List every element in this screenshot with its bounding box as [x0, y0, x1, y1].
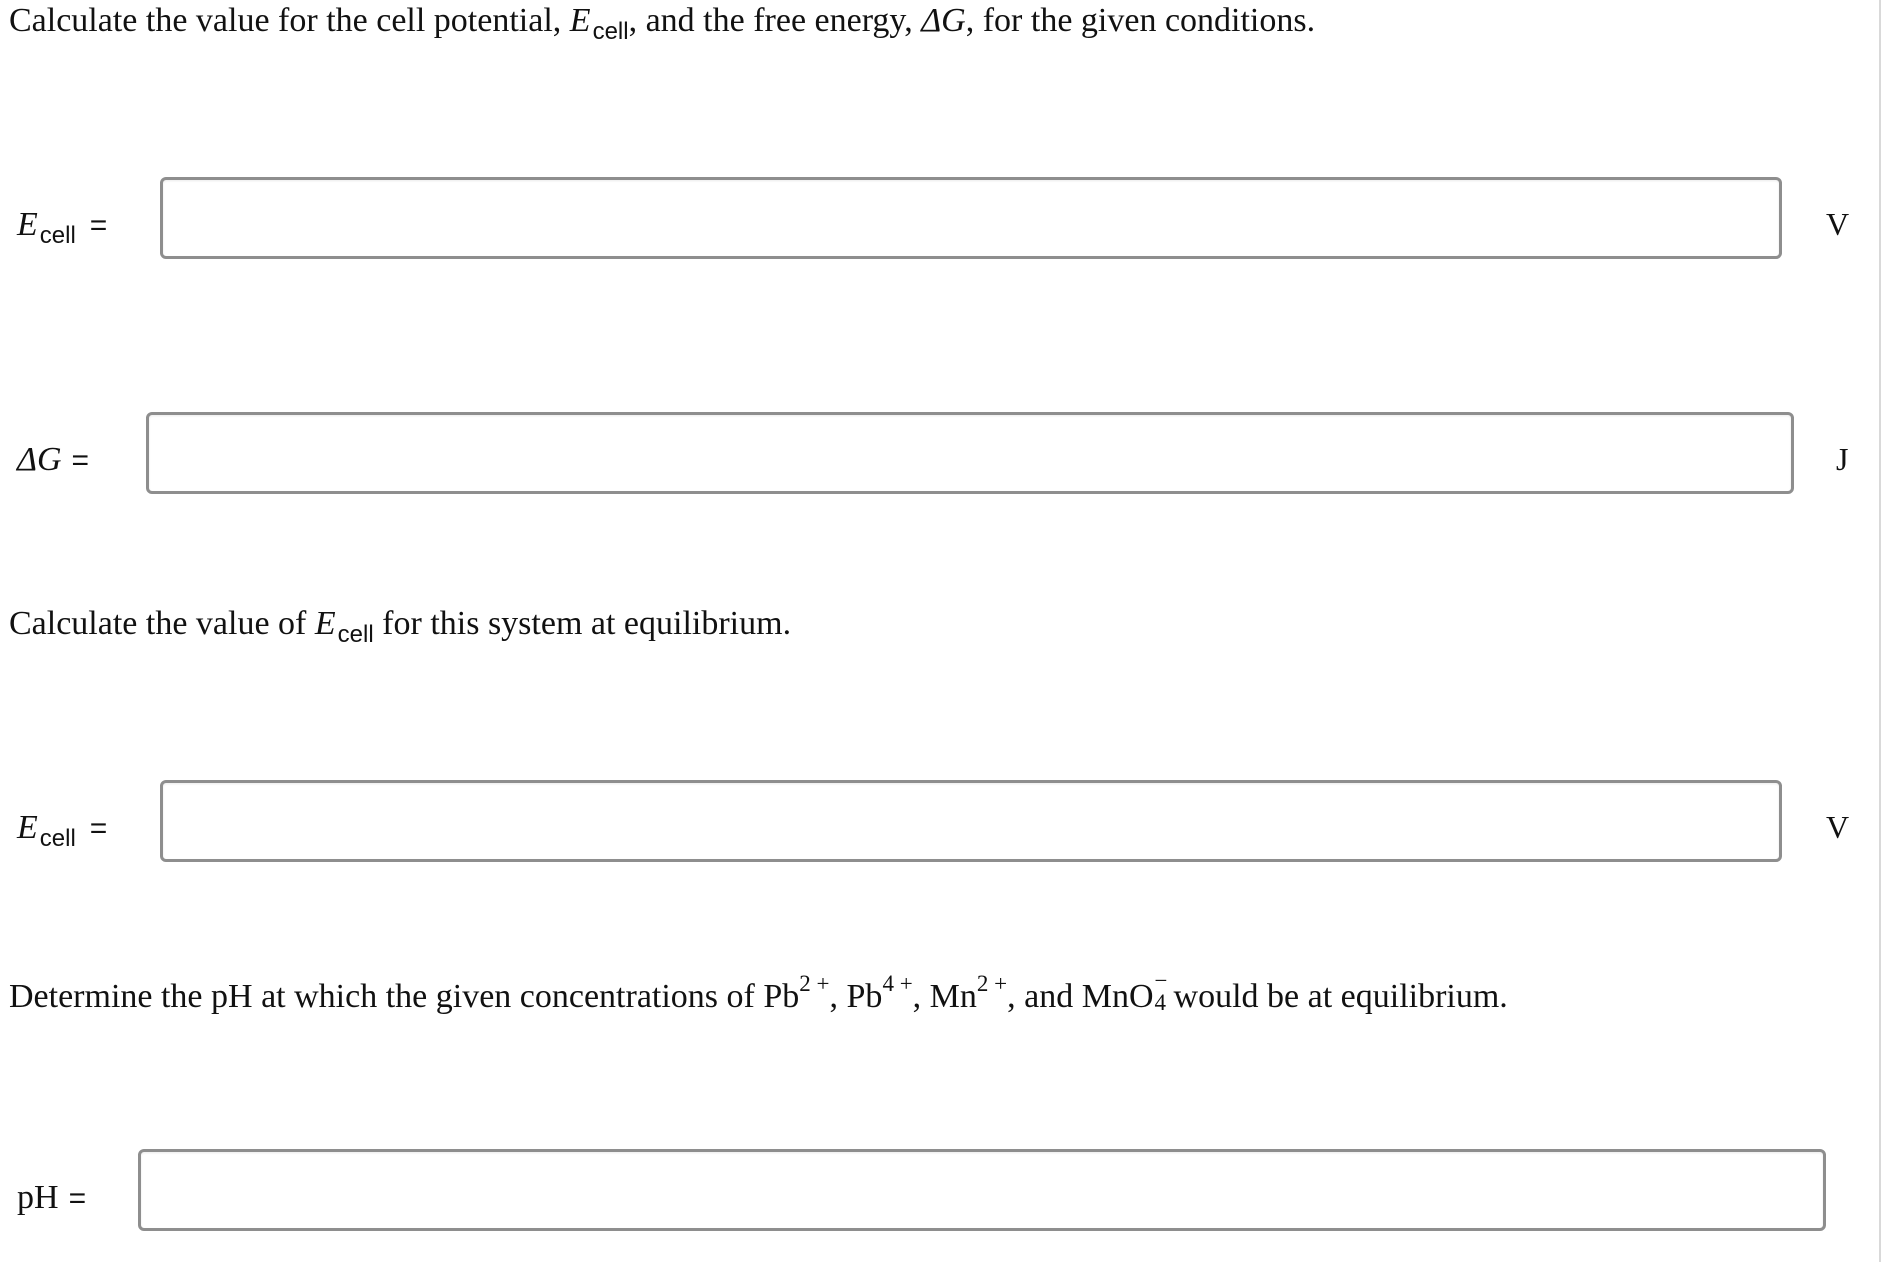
question1-e-subscript: cell [592, 18, 629, 45]
question2-e-symbol: E [314, 605, 336, 642]
species-mn2-charge: 2 + [976, 970, 1008, 996]
question3-separator-2: , [912, 978, 930, 1015]
ph-equals: = [68, 1182, 87, 1215]
delta-g-unit: J [1836, 441, 1849, 477]
species-mn2-symbol: Mn [929, 978, 977, 1015]
ecell-input-1[interactable] [163, 180, 1779, 256]
question2-text-before: Calculate the value of [9, 605, 315, 642]
species-mno4-subscript: 4 [1154, 990, 1167, 1015]
question1-text-middle: , and the free energy, [628, 2, 922, 39]
species-pb4-symbol: Pb [846, 978, 883, 1015]
delta-g-answer-box[interactable] [146, 412, 1794, 494]
ecell-answer-box-2[interactable] [160, 780, 1782, 862]
species-mno4-sub-sup [1154, 968, 1168, 1015]
delta-g-input[interactable] [149, 415, 1791, 491]
question3-separator-3: , and [1007, 978, 1082, 1015]
question3-text-after: would be at equilibrium. [1173, 978, 1508, 1015]
ph-input[interactable] [141, 1152, 1823, 1228]
ecell-label-2 [17, 808, 107, 851]
ecell-2-symbol: E [17, 809, 38, 846]
question3-text-before: Determine the pH at which the given concentrations of [9, 978, 764, 1015]
question3-separator-1: , [829, 978, 847, 1015]
delta-g-label [17, 440, 89, 481]
question1-delta-g-symbol: ΔG [921, 2, 966, 39]
question1-text-after: , for the given conditions. [965, 2, 1316, 39]
question1-e-symbol: E [569, 2, 591, 39]
ecell-1-symbol: E [17, 206, 38, 243]
ecell-input-2[interactable] [163, 783, 1779, 859]
species-pb2-symbol: Pb [763, 978, 800, 1015]
question2-text-after: for this system at equilibrium. [373, 605, 792, 642]
ecell-unit-2: V [1826, 809, 1850, 845]
ecell-2-equals: = [89, 812, 108, 845]
question1-text-before: Calculate the value for the cell potential, [9, 2, 570, 39]
species-mno4-symbol: MnO [1081, 978, 1154, 1015]
ph-label-text: pH [17, 1179, 59, 1216]
ph-answer-box[interactable] [138, 1149, 1826, 1231]
question-ecell-at-equilibrium [9, 604, 791, 647]
ecell-1-subscript: cell [39, 222, 76, 249]
question2-e-subscript: cell [337, 621, 374, 648]
ecell-unit-1: V [1826, 206, 1850, 242]
ecell-2-subscript: cell [39, 825, 76, 852]
page-right-border [1879, 0, 1881, 1262]
delta-g-equals: = [71, 444, 90, 477]
species-pb2-charge: 2 + [799, 970, 830, 996]
species-pb4-charge: 4 + [882, 970, 913, 996]
ecell-1-equals: = [89, 209, 108, 242]
ecell-answer-box-1[interactable] [160, 177, 1782, 259]
question-cell-potential-and-free-energy [9, 1, 1315, 44]
ph-label [17, 1178, 86, 1219]
species-mno4-charge: − [1154, 968, 1168, 993]
delta-g-symbol: ΔG [17, 441, 62, 478]
question-ph-at-equilibrium [9, 968, 1508, 1017]
ecell-label-1 [17, 205, 107, 248]
